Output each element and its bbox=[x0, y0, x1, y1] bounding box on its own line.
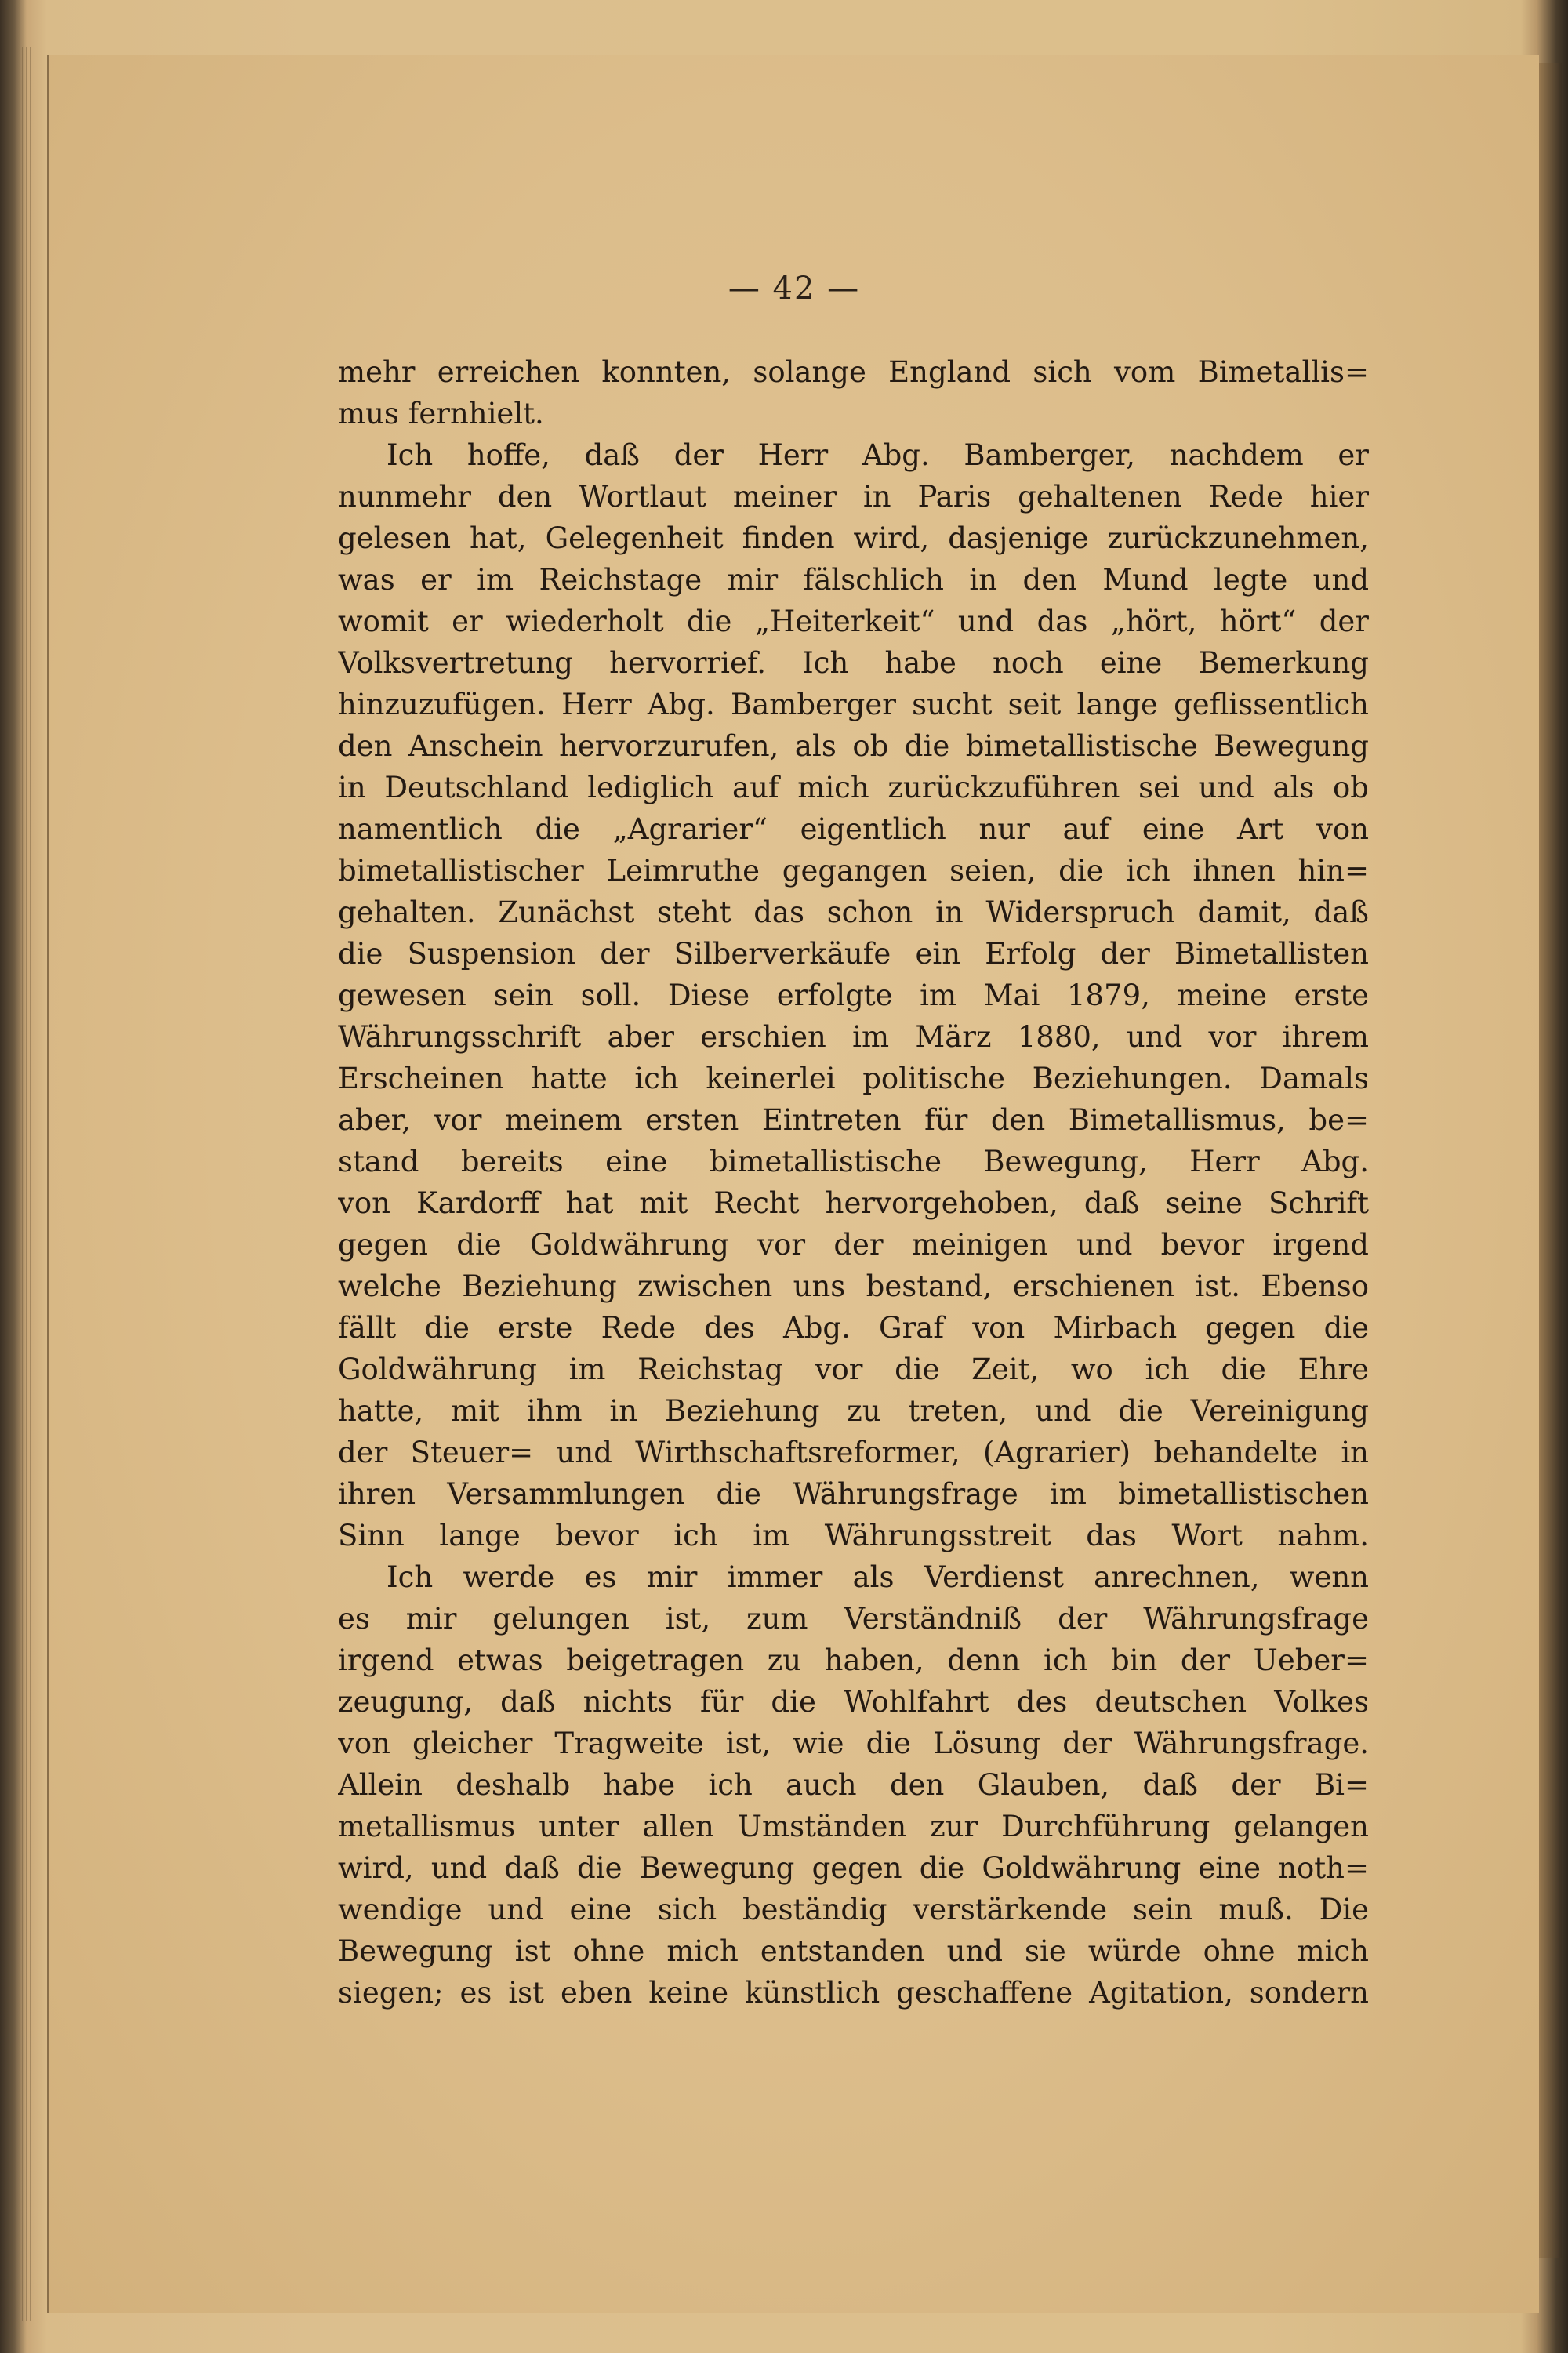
text-line: von gleicher Tragweite ist, wie die Lösung der Währungsfrage. bbox=[338, 1727, 1369, 1760]
text-line: mehr erreichen konnten, solange England sich vom Bimetallis= bbox=[338, 355, 1369, 389]
text-line: namentlich die „Agrarier“ eigentlich nur auf eine Art von bbox=[338, 812, 1369, 846]
text-line: womit er wiederholt die „Heiterkeit“ und das „hört, hört“ der bbox=[338, 605, 1369, 638]
text-line: Ich werde es mir immer als Verdienst anrechnen, wenn bbox=[387, 1560, 1369, 1594]
text-line: Goldwährung im Reichstag vor die Zeit, wo ich die Ehre bbox=[338, 1353, 1369, 1386]
text-line: gegen die Goldwährung vor der meinigen und bevor irgend bbox=[338, 1228, 1369, 1262]
book-right-edge bbox=[1538, 63, 1562, 2258]
text-line: die Suspension der Silberverkäufe ein Erfolg der Bimetallisten bbox=[338, 937, 1369, 971]
text-line: es mir gelungen ist, zum Verständniß der Währungsfrage bbox=[338, 1602, 1369, 1636]
text-line: wendige und eine sich beständig verstärkende sein muß. Die bbox=[338, 1893, 1369, 1926]
text-line: fällt die erste Rede des Abg. Graf von Mirbach gegen die bbox=[338, 1311, 1369, 1345]
text-line: Allein deshalb habe ich auch den Glauben, daß der Bi= bbox=[338, 1768, 1369, 1802]
text-line: Volksvertretung hervorrief. Ich habe noch eine Bemerkung bbox=[338, 646, 1369, 680]
text-line: nunmehr den Wortlaut meiner in Paris gehaltenen Rede hier bbox=[338, 480, 1369, 514]
text-line: wird, und daß die Bewegung gegen die Goldwährung eine noth= bbox=[338, 1851, 1369, 1885]
text-line: hinzuzufügen. Herr Abg. Bamberger sucht seit lange geflissentlich bbox=[338, 688, 1369, 721]
text-line: irgend etwas beigetragen zu haben, denn ich bin der Ueber= bbox=[338, 1643, 1369, 1677]
text-line: was er im Reichstage mir fälschlich in den Mund legte und bbox=[338, 563, 1369, 597]
text-line: mus fernhielt. bbox=[338, 397, 544, 430]
text-line: ihren Versammlungen die Währungsfrage im bimetallistischen bbox=[338, 1477, 1369, 1511]
text-line: gewesen sein soll. Diese erfolgte im Mai 1879, meine erste bbox=[338, 979, 1369, 1012]
text-line: welche Beziehung zwischen uns bestand, erschienen ist. Ebenso bbox=[338, 1269, 1369, 1303]
page-number: — 42 — bbox=[728, 271, 861, 307]
text-line: stand bereits eine bimetallistische Bewegung, Herr Abg. bbox=[338, 1145, 1369, 1178]
text-line: zeugung, daß nichts für die Wohlfahrt des deutschen Volkes bbox=[338, 1685, 1369, 1719]
text-line: Sinn lange bevor ich im Währungsstreit das Wort nahm. bbox=[338, 1519, 1369, 1552]
text-line: metallismus unter allen Umständen zur Durchführung gelangen bbox=[338, 1810, 1369, 1843]
text-line: in Deutschland lediglich auf mich zurückzuführen sei und als ob bbox=[338, 771, 1369, 804]
text-line: gehalten. Zunächst steht das schon in Widerspruch damit, daß bbox=[338, 895, 1369, 929]
text-line: gelesen hat, Gelegenheit finden wird, dasjenige zurückzunehmen, bbox=[338, 521, 1369, 555]
text-line: hatte, mit ihm in Beziehung zu treten, und die Vereinigung bbox=[338, 1394, 1369, 1428]
text-line: Währungsschrift aber erschien im März 1880, und vor ihrem bbox=[338, 1020, 1369, 1054]
text-line: den Anschein hervorzurufen, als ob die bimetallistische Bewegung bbox=[338, 729, 1369, 763]
text-line: aber, vor meinem ersten Eintreten für den Bimetallismus, be= bbox=[338, 1103, 1369, 1137]
text-line: von Kardorff hat mit Recht hervorgehoben, daß seine Schrift bbox=[338, 1186, 1369, 1220]
text-line: Ich hoffe, daß der Herr Abg. Bamberger, nachdem er bbox=[387, 438, 1369, 472]
text-line: bimetallistischer Leimruthe gegangen seien, die ich ihnen hin= bbox=[338, 854, 1369, 888]
text-line: Bewegung ist ohne mich entstanden und sie würde ohne mich bbox=[338, 1934, 1369, 1968]
text-line: der Steuer= und Wirthschaftsreformer, (Agrarier) behandelte in bbox=[338, 1436, 1369, 1469]
text-line: Erscheinen hatte ich keinerlei politische Beziehungen. Damals bbox=[338, 1062, 1369, 1095]
body-text bbox=[338, 351, 1369, 2013]
text-line: siegen; es ist eben keine künstlich geschaffene Agitation, sondern bbox=[338, 1976, 1369, 2010]
page-sheet bbox=[47, 55, 1539, 2313]
